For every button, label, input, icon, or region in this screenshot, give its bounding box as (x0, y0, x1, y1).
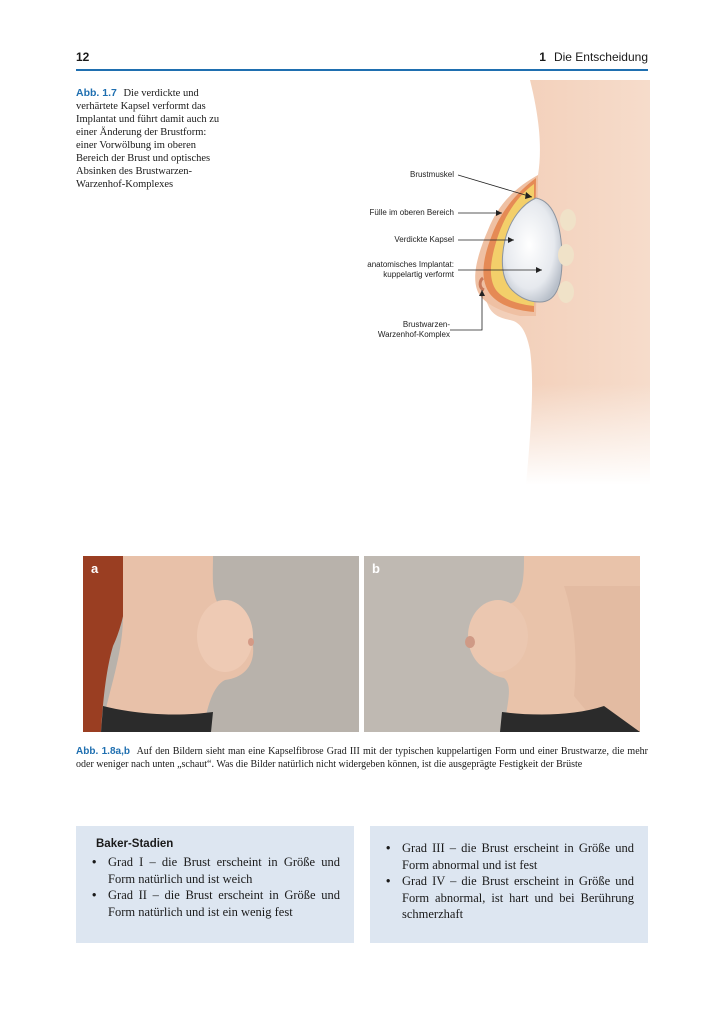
photo-a-image (83, 556, 359, 732)
nipple-b (465, 636, 475, 648)
breast-a (197, 600, 253, 672)
baker-box-title: Baker-Stadien (96, 838, 174, 850)
baker-item-grad-4: • Grad IV – die Brust erscheint in Größe und Form abnormal, ist hart und bei Berührung schmerzhaft (402, 873, 634, 923)
breast-b (468, 600, 528, 672)
label-implantat-line2: kuppelartig verformt (383, 270, 454, 279)
label-kapsel: Verdickte Kapsel (394, 235, 454, 244)
baker-item-grad-3: • Grad III – die Brust erscheint in Größe und Form abnormal und ist fest (402, 840, 634, 873)
figure-1-7-label: Abb. 1.7 (76, 87, 117, 99)
baker-list-right (370, 840, 648, 923)
figure-1-8-label: Abb. 1.8a,b (76, 746, 130, 757)
label-fuelle: Fülle im oberen Bereich (369, 208, 454, 217)
label-implantat (330, 260, 454, 280)
header-rule (76, 69, 648, 71)
chapter-number: 1 (539, 50, 546, 64)
baker-item-grad-2: • Grad II – die Brust erscheint in Größe und Form natürlich und ist ein wenig fest (108, 887, 340, 920)
chapter-title: Die Entscheidung (553, 50, 648, 64)
page-number: 12 (76, 50, 90, 64)
nipple-a (248, 638, 254, 646)
figure-1-8-caption (76, 745, 648, 771)
baker-list-left (76, 854, 354, 920)
label-komplex (330, 320, 450, 340)
photo-b-image (364, 556, 640, 732)
running-header (539, 50, 648, 64)
label-komplex-line1: Brustwarzen- (402, 320, 450, 329)
label-komplex-line2: Warzenhof-Komplex (377, 330, 450, 339)
figure-1-8-text: Auf den Bildern sieht man eine Kapselfibrose Grad III mit der typischen kuppelartigen Form und einer Brustwarze, die mehr oder weniger nach unten „schaut“. Was die Bilder natürlich nicht widergeben können, ist die ausgeprägte Festigkeit der Brüste (76, 746, 648, 770)
label-brustmuskel: Brustmuskel (409, 170, 454, 179)
photo-a (83, 556, 359, 732)
photo-b (364, 556, 640, 732)
baker-box-right (370, 826, 648, 943)
photo-a-letter: a (91, 561, 99, 576)
diagram-illustration (330, 80, 650, 485)
figure-1-7-text: Die verdickte und verhärtete Kapsel verformt das Implantat und führt damit auch zu einer Änderung der Brustform: einer Vorwölbung im oberen Bereich der Brust und optisches Absinken des Brustwarzen-Warzenhof-Komplexes (76, 88, 220, 190)
baker-box-left (76, 826, 354, 943)
figure-1-7-caption (76, 87, 226, 191)
baker-item-grad-1: • Grad I – die Brust erscheint in Größe und Form natürlich und ist weich (108, 854, 340, 887)
photo-b-letter: b (372, 561, 380, 576)
label-implantat-line1: anatomisches Implantat: (367, 260, 454, 269)
breast-implant-diagram (330, 80, 650, 485)
